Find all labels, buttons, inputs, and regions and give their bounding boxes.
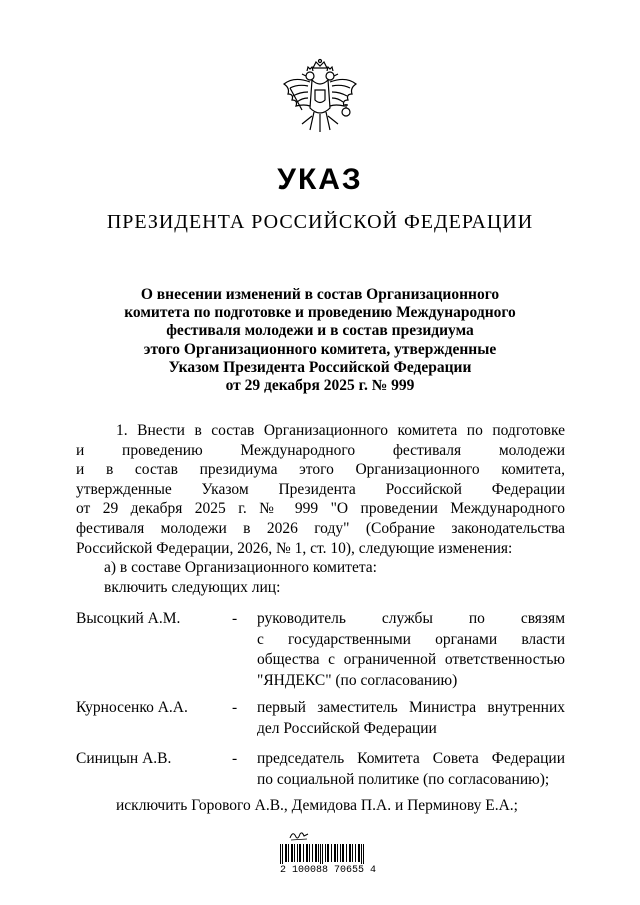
person-role xyxy=(257,698,565,739)
signature-mark-icon xyxy=(288,828,310,842)
role-line: первый заместитель Министра внутренних xyxy=(257,699,565,716)
body-line: Российской Федерации, 2026, № 1, ст. 10), следующие изменения: xyxy=(76,539,513,557)
body-line: утвержденные Указом Президента Российской Федерации xyxy=(76,480,565,498)
document-title: УКАЗ xyxy=(277,163,363,196)
document-body xyxy=(76,421,565,597)
heading-line: фестиваля молодежи и в состав президиума xyxy=(166,322,474,340)
barcode-icon xyxy=(280,844,364,864)
role-line: с государственными органами власти xyxy=(257,630,565,648)
heading-line: О внесении изменений в состав Организационного xyxy=(140,286,500,303)
person-dash: - xyxy=(232,610,238,627)
person-dash: - xyxy=(232,750,238,767)
body-line: включить следующих лиц: xyxy=(104,578,281,596)
heading-line: этого Организационного комитета, утвержденные xyxy=(143,340,497,358)
document-heading xyxy=(80,286,560,395)
role-line: общества с ограниченной ответственностью xyxy=(257,651,565,668)
state-emblem-icon xyxy=(280,58,360,140)
role-line: дел Российской Федерации xyxy=(257,719,437,737)
document-subtitle: ПРЕЗИДЕНТА РОССИЙСКОЙ ФЕДЕРАЦИИ xyxy=(106,211,534,233)
role-line: председатель Комитета Совета Федерации xyxy=(257,750,565,767)
body-line: фестиваля молодежи в 2026 году" (Собрание законодательства xyxy=(76,519,565,537)
person-name: Курносенко А.А. xyxy=(76,699,188,716)
person-dash: - xyxy=(232,699,238,716)
heading-line: от 29 декабря 2025 г. № 999 xyxy=(225,377,415,395)
body-line: от 29 декабря 2025 г. № 999 "О проведении Международного xyxy=(76,500,565,518)
person-role xyxy=(257,609,565,691)
heading-line: Указом Президента Российской Федерации xyxy=(168,358,472,376)
body-line: а) в составе Организационного комитета: xyxy=(104,559,377,577)
exclude-line: исключить Горового А.В., Демидова П.А. и Перминову Е.А.; xyxy=(116,797,518,814)
heading-line: комитета по подготовке и проведению Международного xyxy=(124,304,516,322)
body-line: и в состав президиума этого Организационного комитета, xyxy=(76,461,565,479)
person-role xyxy=(257,749,565,790)
person-name: Высоцкий А.М. xyxy=(76,610,181,627)
role-line: "ЯНДЕКС" (по согласованию) xyxy=(257,671,458,689)
role-line: по социальной политике (по согласованию); xyxy=(257,770,550,788)
barcode-number: 2 100088 70655 4 xyxy=(280,865,377,876)
person-name: Синицын А.В. xyxy=(76,750,172,767)
body-line: и проведению Международного фестиваля молодежи xyxy=(76,441,565,459)
role-line: руководитель службы по связям xyxy=(257,610,565,627)
body-line: 1. Внести в состав Организационного комитета по подготовке xyxy=(116,422,565,439)
